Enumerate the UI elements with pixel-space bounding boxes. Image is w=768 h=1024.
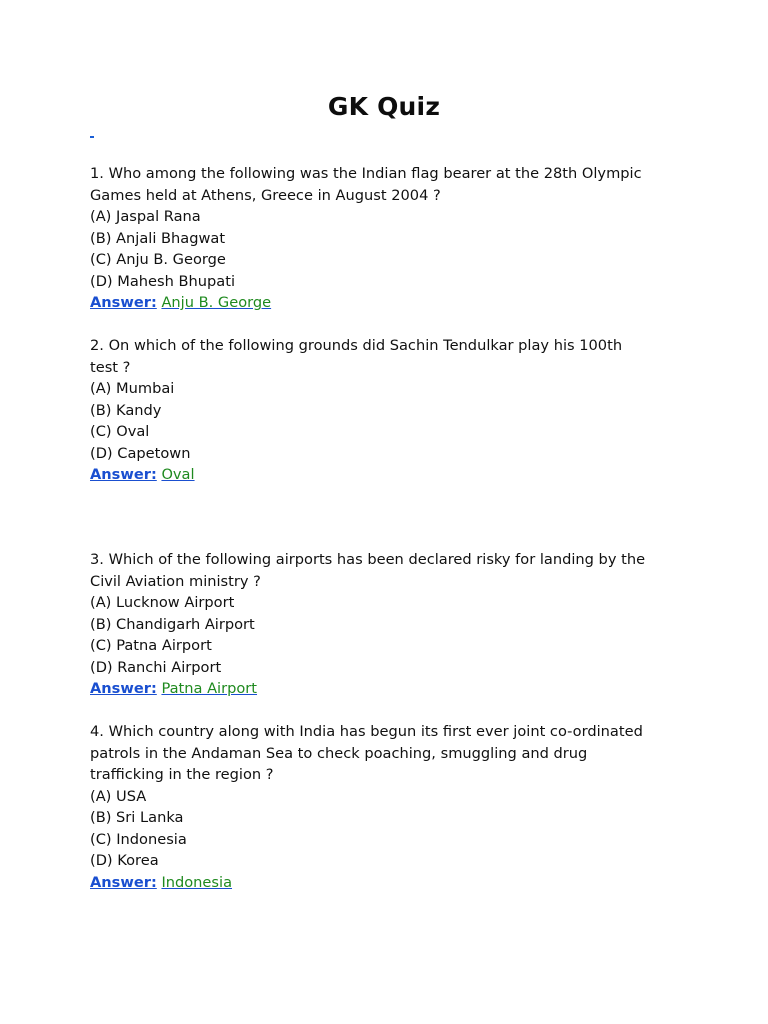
- question-1-answer[interactable]: [90, 292, 650, 314]
- question-4-line-1: 4. Which country along with India has begun its first ever joint co-ordinated: [90, 723, 643, 740]
- question-3: [90, 549, 650, 700]
- question-1: [90, 163, 650, 314]
- page-title: GK Quiz: [327, 92, 441, 121]
- question-2-line-1: 2. On which of the following grounds did Sachin Tendulkar play his 100th: [90, 337, 623, 354]
- answer-label[interactable]: Answer:: [90, 466, 157, 483]
- question-3-option-a: (A) Lucknow Airport: [90, 594, 235, 611]
- question-2-line-2: test ?: [90, 358, 131, 376]
- question-2-answer[interactable]: [90, 464, 650, 486]
- question-3-option-c: (C) Patna Airport: [90, 637, 212, 654]
- question-3-option-d: (D) Ranchi Airport: [90, 658, 222, 676]
- question-1-option-a: (A) Jaspal Rana: [90, 208, 201, 225]
- answer-value[interactable]: Oval: [161, 466, 195, 483]
- question-2-option-b: (B) Kandy: [90, 401, 162, 419]
- question-4-option-a: (A) USA: [90, 787, 147, 805]
- question-3-answer[interactable]: [90, 678, 650, 700]
- question-1-line-1: 1. Who among the following was the Indian flag bearer at the 28th Olympic: [90, 165, 642, 182]
- question-1-option-b: (B) Anjali Bhagwat: [90, 229, 226, 247]
- empty-link-marker[interactable]: [90, 136, 94, 138]
- question-4-line-2: patrols in the Andaman Sea to check poaching, smuggling and drug: [90, 744, 588, 762]
- question-4-answer[interactable]: [90, 872, 650, 894]
- question-1-line-2: Games held at Athens, Greece in August 2004 ?: [90, 186, 441, 204]
- question-2: [90, 335, 650, 486]
- question-2-option-a: (A) Mumbai: [90, 380, 175, 397]
- question-1-option-d: (D) Mahesh Bhupati: [90, 272, 236, 290]
- question-3-line-2: Civil Aviation ministry ?: [90, 572, 261, 590]
- answer-label[interactable]: Answer:: [90, 873, 157, 891]
- question-3-line-1: 3. Which of the following airports has been declared risky for landing by the: [90, 551, 646, 568]
- question-2-option-d: (D) Capetown: [90, 444, 191, 462]
- question-1-option-c: (C) Anju B. George: [90, 251, 226, 268]
- answer-value[interactable]: Anju B. George: [161, 294, 272, 311]
- answer-value[interactable]: Patna Airport: [161, 680, 258, 697]
- answer-label[interactable]: Answer:: [90, 680, 157, 697]
- question-2-option-c: (C) Oval: [90, 423, 150, 440]
- question-4-option-b: (B) Sri Lanka: [90, 809, 184, 826]
- question-4-line-3: trafficking in the region ?: [90, 766, 274, 783]
- question-4-option-d: (D) Korea: [90, 852, 159, 869]
- answer-label[interactable]: Answer:: [90, 294, 157, 311]
- question-4-option-c: (C) Indonesia: [90, 830, 187, 848]
- question-3-option-b: (B) Chandigarh Airport: [90, 615, 255, 633]
- question-4: [90, 721, 650, 893]
- answer-value[interactable]: Indonesia: [161, 873, 233, 891]
